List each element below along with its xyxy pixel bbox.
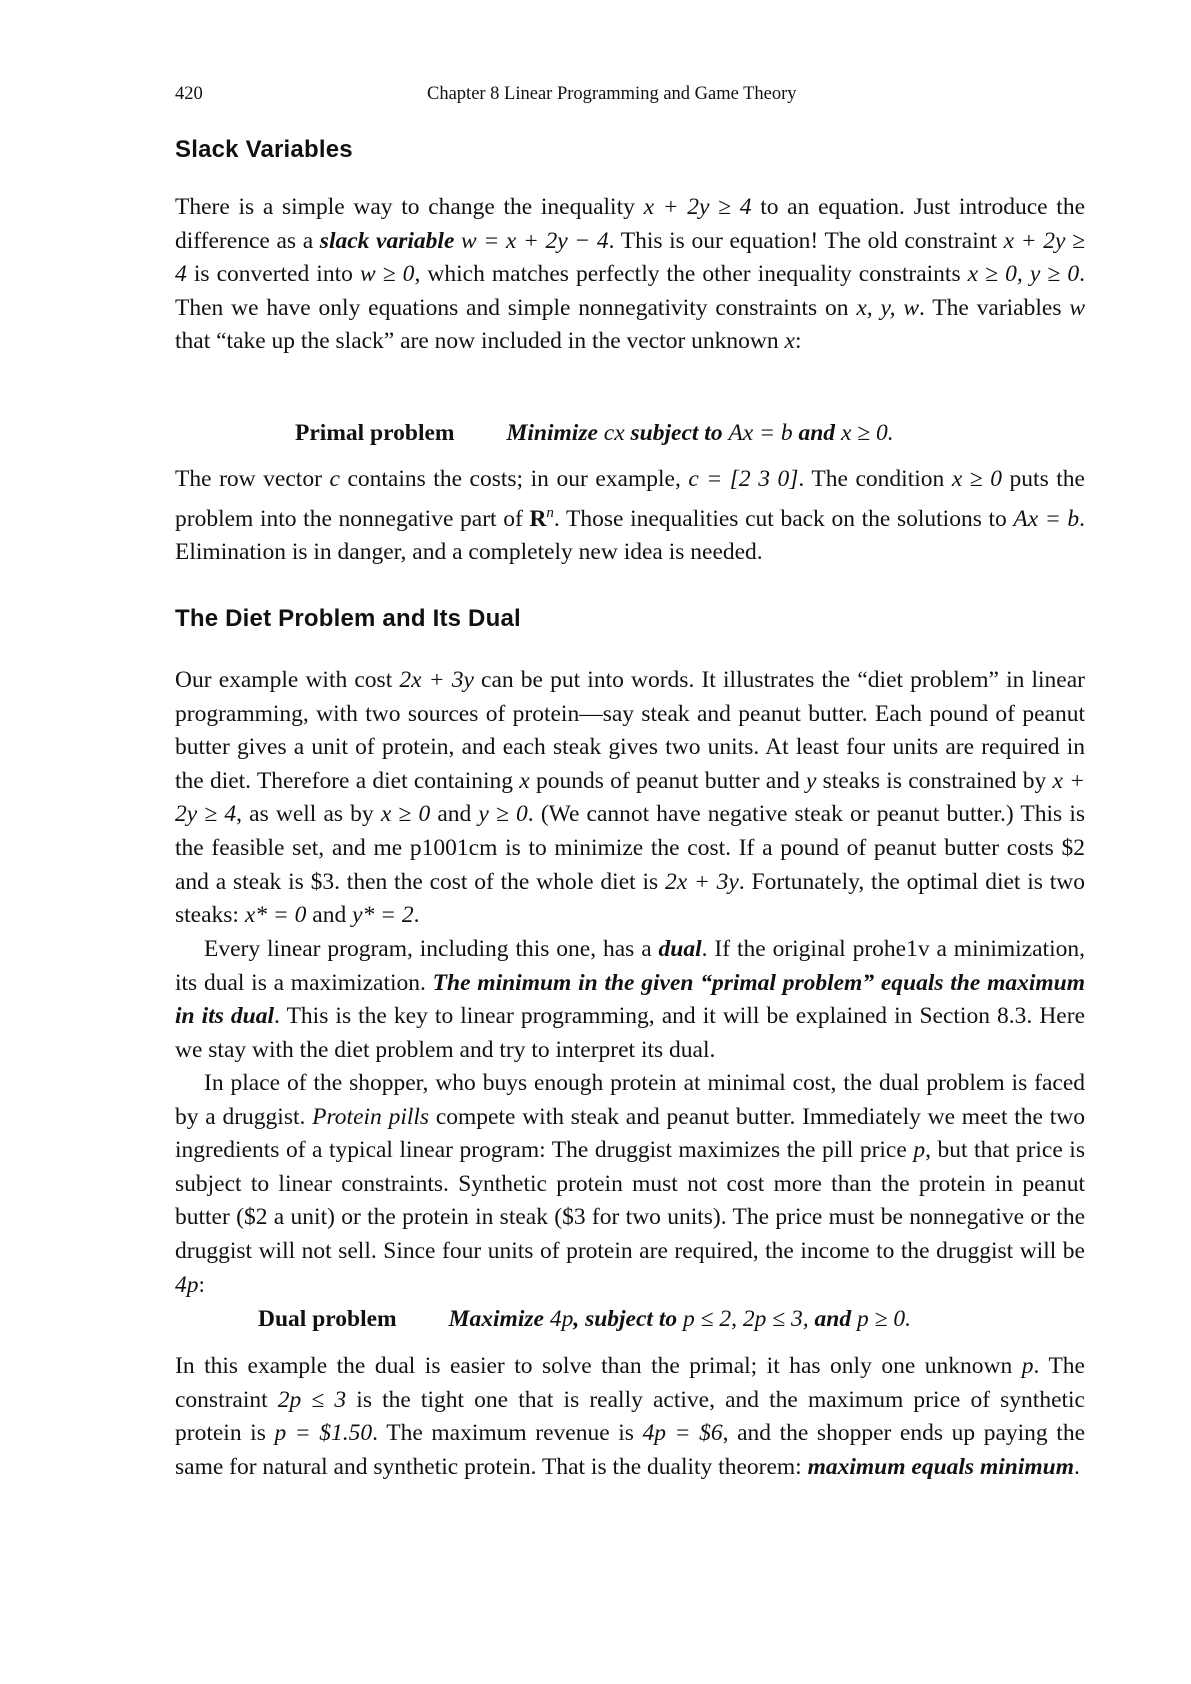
text-run: is converted into — [186, 261, 360, 288]
term-slack-variable: slack variable — [319, 227, 455, 254]
text-run: : — [198, 1271, 206, 1298]
math-inline: w — [1069, 294, 1085, 321]
section-heading-diet-problem: The Diet Problem and Its Dual — [175, 605, 521, 632]
math-inline: p ≤ 2, 2p ≤ 3, — [682, 1306, 809, 1332]
math-inline: x ≥ 0 — [380, 801, 431, 828]
text-run: . The constraint — [175, 1353, 1085, 1413]
math-inline: R — [529, 505, 547, 532]
text-run: Every linear program, including this one, has a — [204, 936, 659, 962]
text-run: . The variables — [919, 294, 1070, 321]
math-inline: cx — [603, 420, 625, 446]
math-inline: x ≥ 0 — [951, 466, 1002, 492]
math-inline: x ≥ 0. — [840, 420, 894, 446]
paragraph-slack-intro — [175, 191, 1085, 359]
paragraph-row-vector — [175, 463, 1085, 570]
text-run: . The maximum revenue is — [372, 1420, 643, 1447]
math-inline: x, y, w — [856, 294, 919, 321]
text-run: compete with steak and peanut butter. Immediately we meet the two ingredients of a typical linear program: The druggist maximizes the pill price — [175, 1103, 1085, 1164]
text-run: and — [306, 902, 353, 929]
math-inline: x + 2y ≥ 4 — [175, 227, 1086, 288]
text-run: that “take up the slack” are now included in the vector unknown — [175, 328, 785, 355]
text-run: , but that price is subject to linear constraints. Synthetic protein must not cost more than the protein in peanut butter ($2 a unit) or the protein in steak ($3 for two units). The price must be nonnegative or the druggist will not sell. Since four units of protein are required, the income to the druggist will be — [175, 1137, 1085, 1264]
text-run: pounds of peanut butter and — [529, 767, 806, 794]
text-run: . Then we have only equations and simple nonnegativity constraints on — [175, 261, 1085, 321]
text-run: and — [808, 1306, 857, 1332]
paragraph-diet-problem — [175, 664, 1085, 933]
text-run: can be put into words. It illustrates the “diet problem” in linear programming, with two sources of protein—say steak and peanut butter. Each pound of peanut butter gives a unit of protein, and each steak gives two units. At least four units are required in the diet. Therefore a diet containing — [175, 667, 1085, 794]
section-heading-slack-variables: Slack Variables — [175, 136, 353, 163]
text-run: . — [413, 902, 420, 929]
math-inline: 4p — [175, 1271, 199, 1298]
math-inline: x ≥ 0, y ≥ 0 — [967, 261, 1080, 288]
text-run: The row vector — [175, 466, 330, 492]
text-run: . This is our equation! The old constraint — [608, 227, 1004, 254]
emphasis-maximum-equals-minimum: maximum equals minimum — [807, 1453, 1074, 1480]
text-run: , and the shopper ends up paying the same for natural and synthetic protein. That is the duality theorem: — [175, 1420, 1085, 1480]
math-inline: w ≥ 0 — [359, 261, 415, 288]
emphasis-duality: The minimum in the given “primal problem” equals the maximum in its dual — [175, 969, 1086, 1030]
text-run: . (We cannot have negative steak or peanut butter.) This is the feasible set, and me p1001cm is to minimize the cost. If a pound of peanut butter costs $2 and a steak is $3. then the cost of the whole diet is — [175, 801, 1086, 895]
display-statement — [449, 1306, 911, 1332]
math-inline: p ≥ 0. — [856, 1306, 912, 1332]
text-run: puts the problem into the nonnegative part of — [175, 466, 1085, 532]
math-inline: p — [1021, 1353, 1034, 1379]
text-run: to an equation. Just introduce the difference as a — [175, 194, 1086, 254]
text-run: and — [792, 420, 841, 446]
math-inline: 2p ≤ 3 — [277, 1386, 347, 1413]
text-run: . The condition — [798, 466, 952, 492]
text-run: There is a simple way to change the inequality — [175, 194, 644, 220]
text-run: contains the costs; in our example, — [339, 466, 689, 492]
paragraph-dual-solution — [175, 1350, 1085, 1484]
math-inline: 2x + 3y — [664, 868, 739, 895]
text-run: . This is the key to linear programming, and it will be explained in Section 8.3. Here we stay with the diet problem and try to interpret its dual. — [175, 1003, 1085, 1063]
math-inline: x — [519, 767, 530, 794]
math-inline: w = x + 2y − 4 — [461, 227, 609, 254]
text-run: Minimize — [506, 420, 604, 446]
display-label: Primal problem — [295, 420, 455, 446]
text-run: In this example the dual is easier to solve than the primal; it has only one unknown — [175, 1353, 1022, 1379]
math-inline: Ax = b — [728, 420, 793, 446]
text-run: : — [794, 328, 802, 355]
text-run: . — [1074, 1453, 1080, 1480]
text-run: steaks is constrained by — [816, 767, 1053, 794]
math-inline: y ≥ 0 — [478, 801, 528, 828]
paragraph-duality — [175, 933, 1085, 1067]
math-inline: 4p — [549, 1306, 574, 1332]
math-inline: 2x + 3y — [399, 667, 474, 693]
text-run: subject to — [624, 420, 729, 446]
text-run: . Those inequalities cut back on the solutions to — [553, 505, 1014, 532]
display-statement — [506, 420, 893, 446]
math-inline: 4p = $6 — [642, 1420, 723, 1447]
text-run: . Elimination is in danger, and a completely new idea is needed. — [175, 505, 1085, 566]
math-inline: y — [805, 767, 817, 794]
display-label: Dual problem — [258, 1306, 397, 1332]
math-inline: x — [784, 328, 795, 355]
display-primal-problem — [295, 420, 1191, 447]
term-protein-pills: Protein pills — [312, 1103, 430, 1130]
text-run: Our example with cost — [175, 667, 400, 693]
text-run: In place of the shopper, who buys enough protein at minimal cost, the dual problem is faced by a druggist. — [175, 1070, 1085, 1130]
running-head — [175, 84, 1085, 114]
math-inline: c = [2 3 0] — [688, 466, 799, 492]
math-inline: x* = 0 — [244, 902, 307, 929]
text-run: and — [430, 801, 479, 828]
term-dual: dual — [658, 936, 702, 962]
math-inline: c — [329, 466, 340, 492]
text-run: , as well as by — [236, 801, 381, 828]
math-inline: x + 2y ≥ 4 — [175, 767, 1086, 828]
text-run: Maximize — [448, 1306, 550, 1332]
chapter-title: Chapter 8 Linear Programming and Game Theory — [427, 84, 797, 104]
math-inline: y* = 2 — [352, 902, 414, 929]
math-inline: x + 2y ≥ 4 — [643, 194, 752, 220]
math-superscript: n — [546, 504, 554, 521]
text-run: is the tight one that is really active, and the maximum price of synthetic protein is — [175, 1386, 1085, 1447]
text-run: . If the original prohe1v a minimization, its dual is a maximization. — [175, 936, 1085, 996]
text-run: . Fortunately, the optimal diet is two steaks: — [175, 868, 1085, 929]
paragraph-druggist — [175, 1067, 1085, 1302]
math-inline: p = $1.50 — [274, 1420, 373, 1447]
text-run: , subject to — [573, 1306, 683, 1332]
page-number: 420 — [175, 84, 203, 104]
math-inline: p — [913, 1137, 926, 1164]
text-run: , which matches perfectly the other inequality constraints — [414, 261, 968, 288]
math-inline: Ax = b — [1013, 505, 1080, 532]
display-dual-problem — [258, 1306, 1168, 1333]
